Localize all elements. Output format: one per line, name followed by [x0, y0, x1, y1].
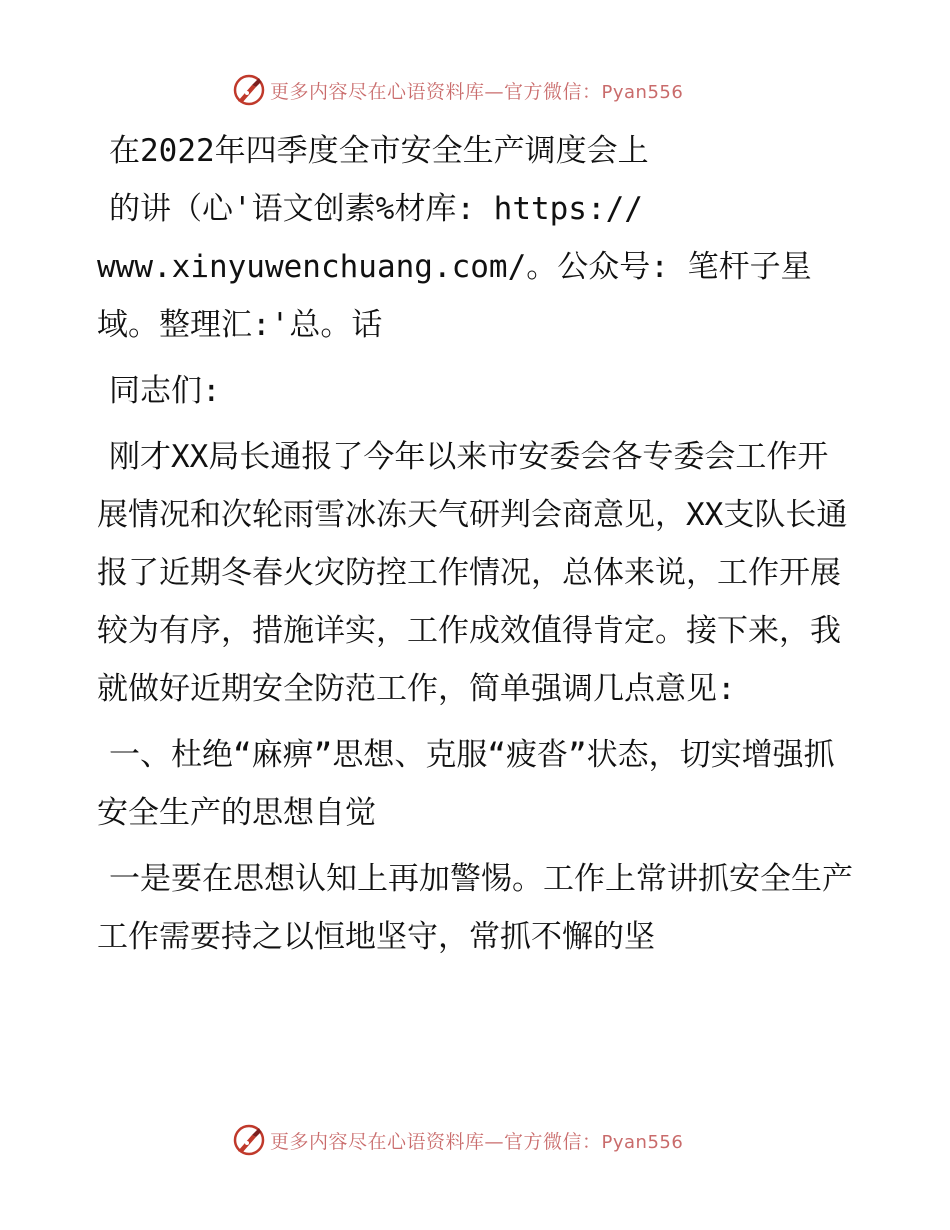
pen-logo-icon [232, 73, 266, 107]
salutation: 同志们: [109, 373, 221, 409]
section-heading: 一、杜绝“麻痹”思想、克服“疲沓”状态，切实增强抓安全生产的思想自觉 [97, 737, 835, 831]
pen-logo-icon [232, 1123, 266, 1157]
header-banner [232, 72, 712, 108]
banner-text: 更多内容尽在心语资料库—官方微信：Pyan556 [270, 1130, 684, 1153]
document-body [97, 122, 857, 966]
intro-paragraph: 刚才XX局长通报了今年以来市安委会各专委会工作开展情况和次轮雨雪冰冻天气研判会商意见，XX支队长通报了近期冬春火灾防控工作情况，总体来说，工作开展较为有序，措施详实，工作成效值得肯定。接下来，我就做好近期安全防范工作，简单强调几点意见: [97, 439, 848, 707]
point-paragraph: 一是要在思想认知上再加警惕。工作上常讲抓安全生产工作需要持之以恒地坚守，常抓不懈的坚 [97, 861, 853, 955]
footer-banner [232, 1122, 712, 1158]
document-title-continued: 的讲（心'语文创素%材库: https:// www.xinyuwenchuang.com/。公众号: 笔杆子星 域。整理汇:'总。话 [97, 191, 812, 343]
document-title: 在2022年四季度全市安全生产调度会上 [109, 133, 649, 169]
banner-text: 更多内容尽在心语资料库—官方微信：Pyan556 [270, 80, 684, 103]
